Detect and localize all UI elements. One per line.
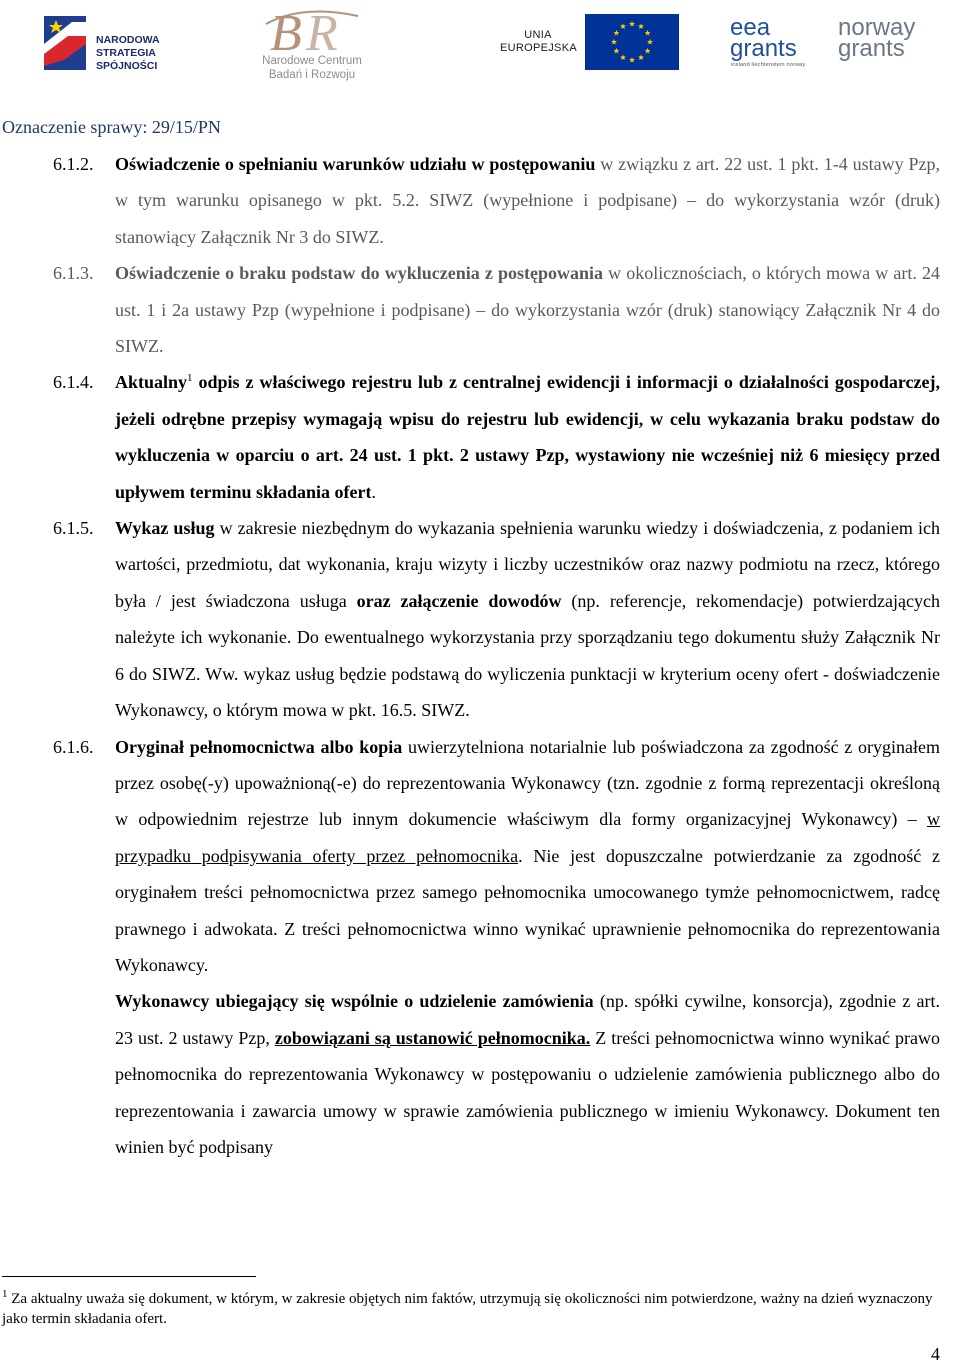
item-number: 6.1.2. (53, 154, 94, 174)
nss-line1: NARODOWA (96, 34, 160, 46)
item-text: w okolicznościach, o których mowa w art. 24 ust. 1 i 2a ustawy Pzp (wypełnione i podpisane) – do wykorzystania wzór (druk) stanowiący Załącznik Nr 4 do SIWZ. (115, 263, 940, 357)
item-number: 6.1.4. (53, 372, 94, 393)
item-number: 6.1.5. (53, 518, 94, 539)
case-number: Oznaczenie sprawy: 29/15/PN (2, 117, 221, 137)
item-number: 6.1.6. (53, 736, 94, 757)
eea-line1: eea (730, 14, 771, 41)
item-text-cont: . Nie jest dopuszczalne potwierdzanie za zgodność z oryginałem treści pełnomocnictwa przez samego pełnomocnika umocowanego tymże pełnomocnictwem, radcę prawnego i adwokata. Z treści pełnomocnictwa winno wynikać uprawnienie pełnomocnika do reprezentowania Wykonawcy. (115, 845, 940, 975)
item-6-1-2 (0, 146, 960, 255)
page-number: 4 (931, 1344, 940, 1364)
item-heading: Oryginał pełnomocnictwa albo kopia (115, 736, 403, 757)
eea-line2: grants (730, 35, 797, 62)
item-6-1-3 (0, 255, 960, 364)
svg-text:B: B (270, 5, 302, 56)
item-text: w związku z art. 22 ust. 1 pkt. 1-4 ustawy Pzp, w tym warunku opisanego w pkt. 5.2. SIWZ (wypełnione i podpisane) – do wykorzystania wzór (druk) stanowiący Załącznik Nr 3 do SIWZ. (115, 154, 941, 247)
item-text: . (371, 481, 376, 502)
paragraph-heading: Wykonawcy ubiegający się wspólnie o udzielenie zamówienia (115, 991, 594, 1012)
item-emphasis: oraz załączenie dowodów (356, 590, 562, 611)
logo-norway-grants (836, 16, 958, 72)
item-6-1-5 (0, 510, 960, 728)
footnote-separator (2, 1276, 256, 1277)
item-heading: Aktualny (115, 372, 188, 393)
item-number: 6.1.3. (53, 263, 94, 284)
norway-line1: norway (838, 14, 916, 41)
eea-sub: iceland liechtenstein norway (731, 62, 806, 68)
item-underlined: w przypadku podpisywania oferty przez pełnomocnika (115, 809, 940, 866)
item-heading: Wykaz usług (115, 518, 215, 539)
ue-line2: EUROPEJSKA (500, 42, 577, 54)
item-heading-cont: odpis z właściwego rejestru lub z centralnej ewidencji i informacji o działalności gospodarczej, jeżeli odrębne przepisy wymagają wpisu do rejestru lub ewidencji, w celu wykazania braku podstaw do wykluczenia w oparciu o art. 24 ust. 1 pkt. 2 ustawy Pzp, wystawiony nie wcześniej niż 6 miesięcy przed upływem terminu składania ofert (115, 372, 940, 502)
paragraph-text: (np. spółki cywilne, konsorcja), zgodnie z art. 23 ust. 2 ustawy Pzp, (115, 991, 941, 1048)
logo-eea-grants (728, 16, 824, 72)
nss-line2: STRATEGIA SPÓJNOŚCI (96, 47, 158, 72)
item-6-1-6 (0, 729, 960, 984)
consortium-paragraph (0, 983, 960, 1165)
logo-unia-europejska (498, 14, 682, 70)
ncbr-line2: Badań i Rozwoju (268, 69, 356, 81)
logo-narodowa-strategia-spojnosci (40, 14, 215, 76)
svg-text:R: R (306, 5, 338, 56)
paragraph-emphasis: zobowiązani są ustanowić pełnomocnika. (274, 1027, 591, 1048)
item-text: w zakresie niezbędnym do wykazania spełnienia warunku wiedzy i doświadczenia, z podaniem ich wartości, przedmiotu, dat wykonania, kraju wizyty i liczby uczestników oraz nazwy podmiotu na rzecz, którego była / jest świadczona usługa (115, 518, 941, 611)
logo-ncbr (252, 4, 402, 84)
header-logos (0, 0, 960, 90)
ncbr-monogram-icon (262, 4, 372, 56)
nss-flag-icon (42, 14, 88, 72)
item-text-cont: (np. referencje, rekomendacje) potwierdzających należyte ich wykonanie. Do ewentualnego wykorzystania przy sporządzaniu tego dokumentu służy Załącznik Nr 6 do SIWZ. Ww. wykaz usług będzie podstawą do wyliczenia punktacji w kryterium oceny ofert - doświadczenie Wykonawcy, o którym mowa w pkt. 16.5. SIWZ. (115, 590, 940, 721)
ue-line1: UNIA (524, 29, 552, 41)
footnote-mark: 1 (2, 1288, 8, 1300)
item-text: uwierzytelniona notarialnie lub poświadczona za zgodność z oryginałem przez osobę(-y) upoważnioną(-e) do reprezentowania Wykonawcy (tzn. zgodnie z formą reprezentacji określoną w odpowiednim rejestrze lub innym dokumencie właściwym dla formy organizacyjnej Wykonawcy) – (115, 736, 941, 830)
footnote-ref: 1 (187, 372, 193, 385)
item-6-1-4 (0, 364, 960, 510)
footnote (2, 1289, 942, 1329)
footnote-text: Za aktualny uważa się dokument, w którym, w zakresie objętych nim faktów, utrzymują się okoliczności nim potwierdzone, ważny na dzień wyznaczony jako termin składania ofert. (2, 1291, 933, 1327)
item-heading: Oświadczenie o spełnianiu warunków udziału w postępowaniu (115, 154, 596, 174)
ncbr-line1: Narodowe Centrum (262, 55, 362, 67)
document-body (0, 146, 960, 1165)
eu-flag-icon (585, 14, 679, 70)
norway-line2: grants (838, 35, 905, 62)
item-heading: Oświadczenie o braku podstaw do wykluczenia z postępowania (115, 263, 603, 284)
paragraph-text-cont: Z treści pełnomocnictwa winno wynikać prawo pełnomocnika do reprezentowania Wykonawcy w postępowaniu o udzielenie zamówienia publicznego albo do reprezentowania i zawarcia umowy w sprawie zamówienia publicznego w imieniu Wykonawcy. Dokument ten winien być podpisany (115, 1027, 940, 1157)
